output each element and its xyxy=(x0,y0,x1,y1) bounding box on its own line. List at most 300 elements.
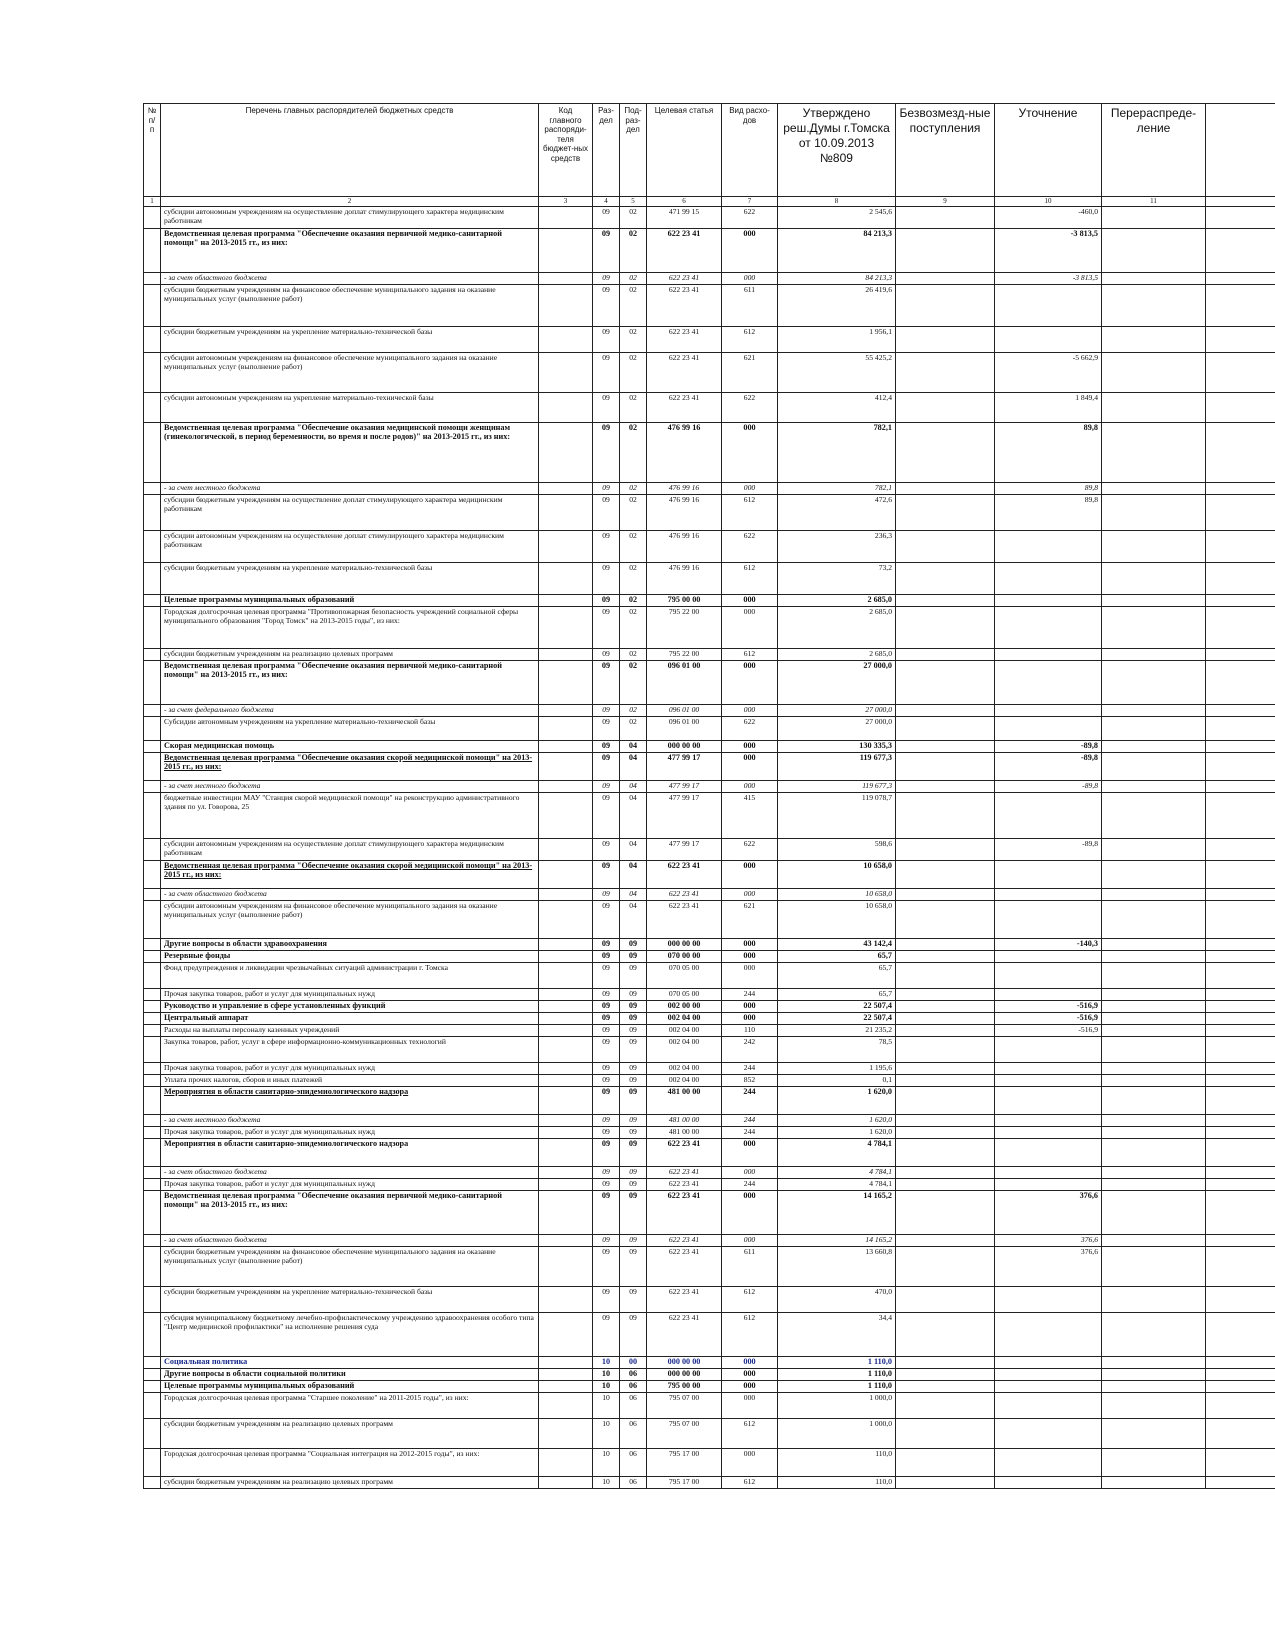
row-name: бюджетные инвестиции МАУ "Станция скорой медицинской помощи" на реконструкцию административного здания по ул. Говорова, 25 xyxy=(161,793,539,839)
row-approved: 1 110,0 xyxy=(778,1381,896,1393)
table-row xyxy=(144,717,1275,741)
table-row xyxy=(144,1115,1275,1127)
row-code xyxy=(539,705,593,717)
row-grants xyxy=(896,1381,995,1393)
row-razdel: 09 xyxy=(593,285,620,327)
row-name: Уплата прочих налогов, сборов и иных платежей xyxy=(161,1075,539,1087)
row-podrazdel: 02 xyxy=(620,285,647,327)
row-adjustment: 376,6 xyxy=(995,1235,1102,1247)
row-target: 096 01 00 xyxy=(647,705,722,717)
row-code xyxy=(539,423,593,483)
row-adjustment xyxy=(995,1449,1102,1477)
row-num xyxy=(144,393,161,423)
row-razdel: 09 xyxy=(593,1235,620,1247)
row-name: - за счет областного бюджета xyxy=(161,1167,539,1179)
row-redistribution xyxy=(1102,1013,1206,1025)
row-extra xyxy=(1206,1477,1275,1489)
row-target: 622 23 41 xyxy=(647,393,722,423)
row-approved: 27 000,0 xyxy=(778,717,896,741)
row-name: субсидии бюджетным учреждениям на финансовое обеспечение муниципального задания на оказание муниципальных услуг (выполнение работ) xyxy=(161,285,539,327)
row-name-text: Ведомственная целевая программа "Обеспечение оказания скорой медицинской помощи" на 2013-2015 гг., из них: xyxy=(164,753,533,772)
row-razdel: 10 xyxy=(593,1369,620,1381)
row-expense-type: 622 xyxy=(722,531,778,563)
row-adjustment xyxy=(995,901,1102,939)
row-target: 476 99 16 xyxy=(647,531,722,563)
row-razdel: 09 xyxy=(593,741,620,753)
row-approved: 1 620,0 xyxy=(778,1115,896,1127)
row-razdel: 09 xyxy=(593,229,620,273)
row-adjustment xyxy=(995,563,1102,595)
row-adjustment xyxy=(995,1419,1102,1449)
row-expense-type: 000 xyxy=(722,1235,778,1247)
row-razdel: 09 xyxy=(593,861,620,889)
row-extra xyxy=(1206,717,1275,741)
table-row xyxy=(144,327,1275,353)
table-row xyxy=(144,781,1275,793)
row-razdel: 09 xyxy=(593,901,620,939)
row-expense-type: 244 xyxy=(722,1115,778,1127)
row-podrazdel: 04 xyxy=(620,793,647,839)
row-expense-type: 000 xyxy=(722,595,778,607)
row-adjustment xyxy=(995,1393,1102,1419)
row-num xyxy=(144,327,161,353)
row-grants xyxy=(896,1139,995,1167)
row-name: Целевые программы муниципальных образований xyxy=(161,1381,539,1393)
row-num xyxy=(144,229,161,273)
row-code xyxy=(539,861,593,889)
row-extra xyxy=(1206,1179,1275,1191)
row-redistribution xyxy=(1102,393,1206,423)
row-target: 795 22 00 xyxy=(647,649,722,661)
row-approved: 1 956,1 xyxy=(778,327,896,353)
row-target: 622 23 41 xyxy=(647,889,722,901)
row-num xyxy=(144,1127,161,1139)
row-name-text: Мероприятия в области санитарно-эпидемиологического надзора xyxy=(164,1087,409,1096)
row-grants xyxy=(896,483,995,495)
row-approved: 782,1 xyxy=(778,483,896,495)
row-extra xyxy=(1206,1287,1275,1313)
table-row xyxy=(144,989,1275,1001)
table-row xyxy=(144,1063,1275,1075)
row-target: 481 00 00 xyxy=(647,1127,722,1139)
table-row xyxy=(144,839,1275,861)
row-adjustment xyxy=(995,1477,1102,1489)
row-target: 622 23 41 xyxy=(647,285,722,327)
row-expense-type: 000 xyxy=(722,1013,778,1025)
row-approved: 1 110,0 xyxy=(778,1369,896,1381)
row-razdel: 09 xyxy=(593,781,620,793)
row-num xyxy=(144,889,161,901)
row-code xyxy=(539,1191,593,1235)
row-approved: 110,0 xyxy=(778,1477,896,1489)
row-name: субсидии бюджетным учреждениям на укрепление материально-технической базы xyxy=(161,1287,539,1313)
row-target: 477 99 17 xyxy=(647,839,722,861)
header-podrazdel: Под-раз-дел xyxy=(620,104,647,197)
row-redistribution xyxy=(1102,1287,1206,1313)
row-grants xyxy=(896,1357,995,1369)
row-approved: 598,6 xyxy=(778,839,896,861)
header-code: Код главного распоряди-теля бюджет-ных средств xyxy=(539,104,593,197)
row-num xyxy=(144,1235,161,1247)
row-razdel: 09 xyxy=(593,393,620,423)
row-extra xyxy=(1206,595,1275,607)
row-name: Ведомственная целевая программа "Обеспечение оказания первичной медико-санитарной помощи" на 2013-2015 гг., из них: xyxy=(161,661,539,705)
row-grants xyxy=(896,531,995,563)
row-target: 481 00 00 xyxy=(647,1087,722,1115)
row-adjustment xyxy=(995,1139,1102,1167)
row-adjustment xyxy=(995,1115,1102,1127)
row-podrazdel: 09 xyxy=(620,1139,647,1167)
row-target: 795 17 00 xyxy=(647,1449,722,1477)
row-code xyxy=(539,1393,593,1419)
row-redistribution xyxy=(1102,229,1206,273)
colnum: 7 xyxy=(722,197,778,207)
row-code xyxy=(539,595,593,607)
row-podrazdel: 09 xyxy=(620,1115,647,1127)
row-num xyxy=(144,273,161,285)
row-num xyxy=(144,1287,161,1313)
row-adjustment: 376,6 xyxy=(995,1247,1102,1287)
row-expense-type: 244 xyxy=(722,1087,778,1115)
row-expense-type: 000 xyxy=(722,607,778,649)
row-approved: 119 677,3 xyxy=(778,781,896,793)
row-name: Целевые программы муниципальных образований xyxy=(161,595,539,607)
row-num xyxy=(144,1179,161,1191)
row-target: 096 01 00 xyxy=(647,661,722,705)
row-extra xyxy=(1206,273,1275,285)
table-row xyxy=(144,1075,1275,1087)
row-name: субсидии автономным учреждениям на финансовое обеспечение муниципального задания на оказание муниципальных услуг (выполнение работ) xyxy=(161,353,539,393)
table-row xyxy=(144,1393,1275,1419)
row-grants xyxy=(896,1369,995,1381)
table-row xyxy=(144,741,1275,753)
table-row xyxy=(144,285,1275,327)
row-approved: 412,4 xyxy=(778,393,896,423)
row-razdel: 09 xyxy=(593,1287,620,1313)
row-target: 622 23 41 xyxy=(647,901,722,939)
row-redistribution xyxy=(1102,1179,1206,1191)
row-grants xyxy=(896,1013,995,1025)
budget-table xyxy=(143,103,1275,1489)
row-adjustment xyxy=(995,1287,1102,1313)
row-redistribution xyxy=(1102,1139,1206,1167)
row-grants xyxy=(896,661,995,705)
row-code xyxy=(539,1087,593,1115)
row-expense-type: 000 xyxy=(722,229,778,273)
row-grants xyxy=(896,1075,995,1087)
row-code xyxy=(539,1419,593,1449)
table-row xyxy=(144,1419,1275,1449)
row-code xyxy=(539,229,593,273)
table-row xyxy=(144,1247,1275,1287)
row-num xyxy=(144,423,161,483)
row-expense-type: 622 xyxy=(722,207,778,229)
row-target: 476 99 16 xyxy=(647,563,722,595)
row-target: 622 23 41 xyxy=(647,1179,722,1191)
row-num xyxy=(144,1167,161,1179)
row-num xyxy=(144,1075,161,1087)
row-num xyxy=(144,607,161,649)
row-podrazdel: 06 xyxy=(620,1419,647,1449)
table-row xyxy=(144,229,1275,273)
row-adjustment xyxy=(995,1087,1102,1115)
row-num xyxy=(144,1247,161,1287)
row-target: 476 99 16 xyxy=(647,495,722,531)
row-grants xyxy=(896,901,995,939)
row-extra xyxy=(1206,1037,1275,1063)
row-expense-type: 000 xyxy=(722,705,778,717)
row-redistribution xyxy=(1102,1063,1206,1075)
table-row xyxy=(144,793,1275,839)
row-razdel: 09 xyxy=(593,1013,620,1025)
table-row xyxy=(144,393,1275,423)
row-code xyxy=(539,483,593,495)
row-redistribution xyxy=(1102,1115,1206,1127)
row-code xyxy=(539,1075,593,1087)
row-extra xyxy=(1206,353,1275,393)
row-razdel: 09 xyxy=(593,649,620,661)
row-extra xyxy=(1206,901,1275,939)
row-extra xyxy=(1206,1449,1275,1477)
row-name: - за счет местного бюджета xyxy=(161,483,539,495)
row-grants xyxy=(896,1167,995,1179)
row-razdel: 09 xyxy=(593,607,620,649)
table-row xyxy=(144,1381,1275,1393)
row-expense-type: 000 xyxy=(722,1369,778,1381)
row-redistribution xyxy=(1102,661,1206,705)
row-name xyxy=(161,753,539,781)
row-num xyxy=(144,207,161,229)
row-code xyxy=(539,939,593,951)
row-approved: 84 213,3 xyxy=(778,229,896,273)
table-body xyxy=(144,207,1275,1489)
row-approved: 65,7 xyxy=(778,989,896,1001)
row-redistribution xyxy=(1102,861,1206,889)
row-grants xyxy=(896,705,995,717)
row-name: - за счет местного бюджета xyxy=(161,1115,539,1127)
row-grants xyxy=(896,1063,995,1075)
row-num xyxy=(144,963,161,989)
row-razdel: 09 xyxy=(593,1179,620,1191)
row-approved: 4 784,1 xyxy=(778,1139,896,1167)
table-row xyxy=(144,1139,1275,1167)
row-name: Фонд предупреждения и ликвидации чрезвычайных ситуаций администрации г. Томска xyxy=(161,963,539,989)
row-podrazdel: 04 xyxy=(620,901,647,939)
row-code xyxy=(539,753,593,781)
table-row xyxy=(144,1179,1275,1191)
row-redistribution xyxy=(1102,1075,1206,1087)
row-adjustment xyxy=(995,531,1102,563)
row-expense-type: 612 xyxy=(722,1419,778,1449)
row-code xyxy=(539,1167,593,1179)
row-razdel: 10 xyxy=(593,1393,620,1419)
row-redistribution xyxy=(1102,753,1206,781)
colnum: 8 xyxy=(778,197,896,207)
row-grants xyxy=(896,1393,995,1419)
row-podrazdel: 06 xyxy=(620,1381,647,1393)
table-row xyxy=(144,1127,1275,1139)
row-podrazdel: 06 xyxy=(620,1477,647,1489)
row-adjustment: 89,8 xyxy=(995,423,1102,483)
row-redistribution xyxy=(1102,793,1206,839)
row-target: 622 23 41 xyxy=(647,1139,722,1167)
row-adjustment: -89,8 xyxy=(995,781,1102,793)
row-extra xyxy=(1206,1381,1275,1393)
row-target: 622 23 41 xyxy=(647,1313,722,1357)
row-expense-type: 852 xyxy=(722,1075,778,1087)
row-num xyxy=(144,839,161,861)
row-code xyxy=(539,273,593,285)
row-target: 476 99 16 xyxy=(647,483,722,495)
row-num xyxy=(144,1013,161,1025)
row-razdel: 09 xyxy=(593,327,620,353)
row-num xyxy=(144,1393,161,1419)
row-code xyxy=(539,563,593,595)
row-target: 002 04 00 xyxy=(647,1037,722,1063)
row-razdel: 09 xyxy=(593,1167,620,1179)
row-redistribution xyxy=(1102,531,1206,563)
row-approved: 26 419,6 xyxy=(778,285,896,327)
table-row xyxy=(144,705,1275,717)
row-adjustment xyxy=(995,595,1102,607)
row-razdel: 09 xyxy=(593,1075,620,1087)
row-code xyxy=(539,393,593,423)
row-num xyxy=(144,1001,161,1013)
row-target: 000 00 00 xyxy=(647,741,722,753)
row-code xyxy=(539,1001,593,1013)
row-num xyxy=(144,781,161,793)
row-target: 000 00 00 xyxy=(647,1369,722,1381)
row-expense-type: 000 xyxy=(722,661,778,705)
row-razdel: 09 xyxy=(593,951,620,963)
row-grants xyxy=(896,1449,995,1477)
row-adjustment xyxy=(995,861,1102,889)
row-code xyxy=(539,839,593,861)
row-adjustment xyxy=(995,1313,1102,1357)
row-name: субсидии автономным учреждениям на осуществление доплат стимулирующего характера медицинским работникам xyxy=(161,531,539,563)
table-row xyxy=(144,1477,1275,1489)
row-target: 002 04 00 xyxy=(647,1063,722,1075)
row-adjustment xyxy=(995,661,1102,705)
row-expense-type: 621 xyxy=(722,901,778,939)
row-extra xyxy=(1206,207,1275,229)
row-expense-type: 244 xyxy=(722,1127,778,1139)
row-approved: 1 000,0 xyxy=(778,1393,896,1419)
row-podrazdel: 02 xyxy=(620,495,647,531)
row-name: субсидии автономным учреждениям на осуществление доплат стимулирующего характера медицинским работникам xyxy=(161,839,539,861)
row-num xyxy=(144,1357,161,1369)
row-extra xyxy=(1206,563,1275,595)
colnum: 3 xyxy=(539,197,593,207)
row-name: Прочая закупка товаров, работ и услуг для муниципальных нужд xyxy=(161,1179,539,1191)
row-code xyxy=(539,649,593,661)
row-adjustment: -89,8 xyxy=(995,753,1102,781)
row-podrazdel: 06 xyxy=(620,1449,647,1477)
row-code xyxy=(539,889,593,901)
row-razdel: 09 xyxy=(593,989,620,1001)
row-expense-type: 000 xyxy=(722,951,778,963)
table-row xyxy=(144,1037,1275,1063)
row-redistribution xyxy=(1102,741,1206,753)
row-adjustment: 89,8 xyxy=(995,483,1102,495)
row-target: 070 00 00 xyxy=(647,951,722,963)
row-grants xyxy=(896,1115,995,1127)
table-row xyxy=(144,901,1275,939)
colnum: 4 xyxy=(593,197,620,207)
row-name xyxy=(161,1087,539,1115)
row-num xyxy=(144,595,161,607)
row-redistribution xyxy=(1102,327,1206,353)
row-redistribution xyxy=(1102,781,1206,793)
row-adjustment xyxy=(995,1063,1102,1075)
row-approved: 119 677,3 xyxy=(778,753,896,781)
row-grants xyxy=(896,1127,995,1139)
row-razdel: 09 xyxy=(593,963,620,989)
row-extra xyxy=(1206,649,1275,661)
row-code xyxy=(539,285,593,327)
row-grants xyxy=(896,495,995,531)
row-grants xyxy=(896,353,995,393)
row-razdel: 09 xyxy=(593,423,620,483)
row-name: субсидии бюджетным учреждениям на осуществление доплат стимулирующего характера медицинским работникам xyxy=(161,495,539,531)
row-code xyxy=(539,989,593,1001)
row-target: 795 00 00 xyxy=(647,1381,722,1393)
row-extra xyxy=(1206,1369,1275,1381)
row-grants xyxy=(896,1001,995,1013)
row-adjustment xyxy=(995,607,1102,649)
row-expense-type: 000 xyxy=(722,963,778,989)
table-row xyxy=(144,1087,1275,1115)
row-razdel: 09 xyxy=(593,1001,620,1013)
row-extra xyxy=(1206,1393,1275,1419)
row-approved: 2 685,0 xyxy=(778,595,896,607)
header-num: № п/п xyxy=(144,104,161,197)
row-name: субсидии бюджетным учреждениям на реализацию целевых программ xyxy=(161,1419,539,1449)
colnum: 10 xyxy=(995,197,1102,207)
row-expense-type: 000 xyxy=(722,423,778,483)
row-podrazdel: 09 xyxy=(620,1235,647,1247)
row-num xyxy=(144,495,161,531)
row-redistribution xyxy=(1102,495,1206,531)
row-podrazdel: 09 xyxy=(620,1127,647,1139)
row-adjustment xyxy=(995,285,1102,327)
row-num xyxy=(144,563,161,595)
row-target: 622 23 41 xyxy=(647,353,722,393)
row-expense-type: 612 xyxy=(722,327,778,353)
row-target: 622 23 41 xyxy=(647,1235,722,1247)
row-extra xyxy=(1206,1167,1275,1179)
row-extra xyxy=(1206,285,1275,327)
row-grants xyxy=(896,753,995,781)
row-name: - за счет областного бюджета xyxy=(161,273,539,285)
row-extra xyxy=(1206,889,1275,901)
table-row xyxy=(144,1287,1275,1313)
row-name: субсидии бюджетным учреждениям на укрепление материально-технической базы xyxy=(161,327,539,353)
row-redistribution xyxy=(1102,1369,1206,1381)
row-adjustment xyxy=(995,1179,1102,1191)
row-extra xyxy=(1206,483,1275,495)
row-redistribution xyxy=(1102,649,1206,661)
row-approved: 34,4 xyxy=(778,1313,896,1357)
row-adjustment: 376,6 xyxy=(995,1191,1102,1235)
header-extra xyxy=(1206,104,1275,197)
row-extra xyxy=(1206,1419,1275,1449)
row-grants xyxy=(896,649,995,661)
header-grants: Безвозмезд-ные поступления xyxy=(896,104,995,197)
row-code xyxy=(539,793,593,839)
row-expense-type: 242 xyxy=(722,1037,778,1063)
row-name: Руководство и управление в сфере установленных функций xyxy=(161,1001,539,1013)
